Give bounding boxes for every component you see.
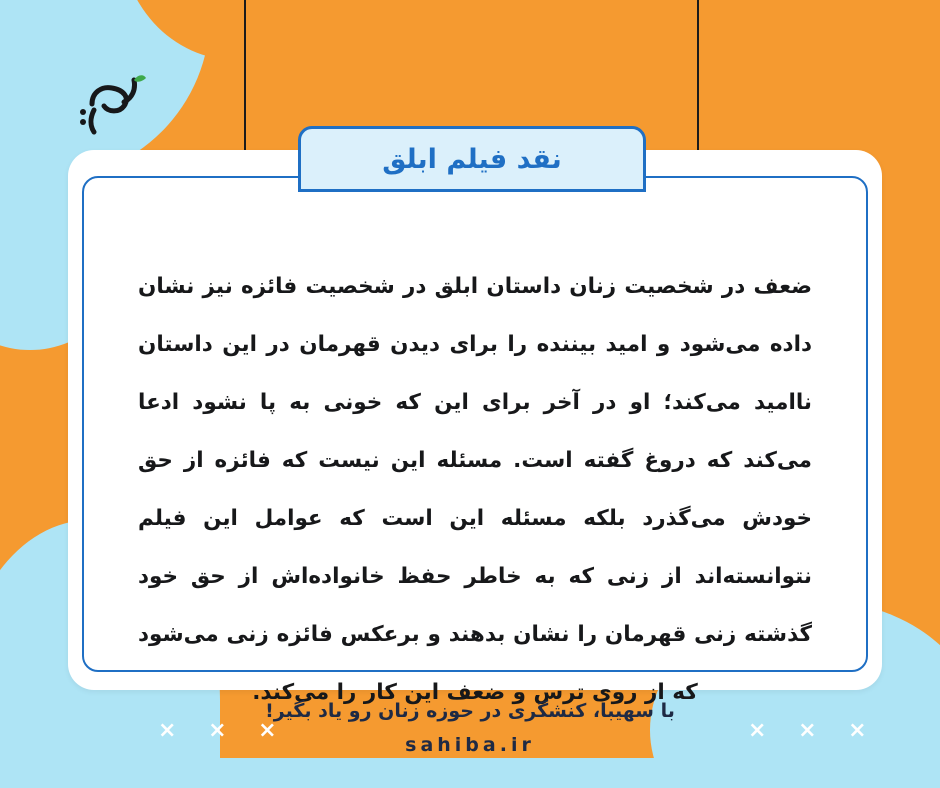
content-card-border: [82, 176, 868, 705]
page-title-label: نقد فیلم ابلق: [382, 143, 562, 175]
brand-logo-icon: [72, 52, 152, 142]
footer: [0, 700, 940, 756]
page-title: [298, 126, 646, 192]
content-card: [68, 150, 882, 705]
decorative-x-marks-right: × × ×: [748, 718, 879, 743]
decorative-bottom-strip: [0, 758, 940, 788]
footer-tagline: با سهیبا، کنشگری در حوزه زنان رو یاد بگیر!: [265, 700, 675, 722]
article-body: ضعف در شخصیت زنان داستان ابلق در شخصیت فائزه نیز نشان داده می‌شود و امید بیننده را برای دیدن قهرمان در این داستان ناامید می‌کند؛ او در آخر برای این که خونی به پا نشود ادعا می‌کند که دروغ گفته است. مسئله این نیست که فائزه از حق خودش می‌گذرد بلکه مسئله این است که عوامل این فیلم نتوانسته‌اند از زنی که به خاطر حفظ خانواده‌اش از حق خود گذشته زنی قهرمان را نشان بدهند و برعکس فائزه زنی می‌شود که از روی ترس و ضعف این کار را می‌کند.: [138, 274, 812, 705]
footer-website[interactable]: sahiba.ir: [405, 734, 535, 756]
decorative-x-marks-left: × × ×: [158, 718, 289, 743]
